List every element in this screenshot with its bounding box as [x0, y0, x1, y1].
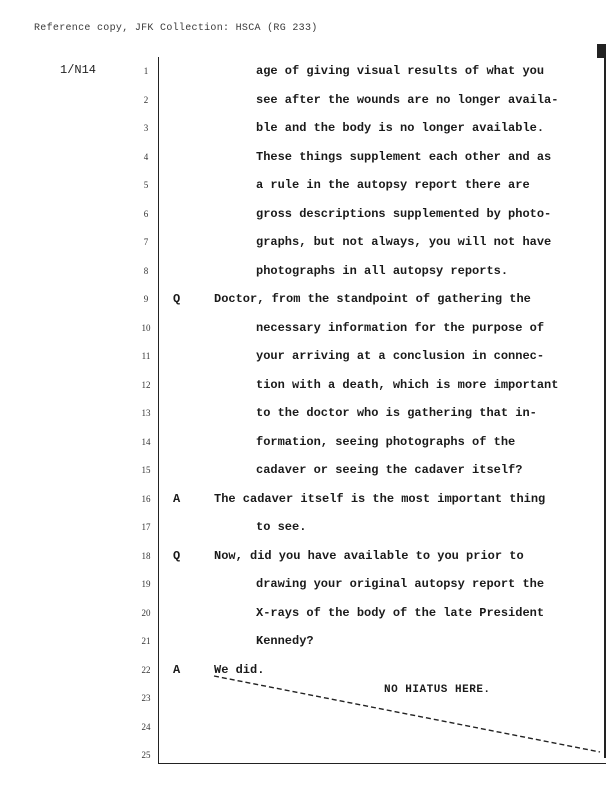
line-text: age of giving visual results of what you — [256, 64, 545, 78]
line-number: 15 — [141, 465, 151, 475]
line-number: 17 — [141, 522, 151, 532]
line-number: 16 — [141, 493, 151, 504]
line-number: 12 — [141, 379, 151, 390]
line-text: Doctor, from the standpoint of gathering the — [214, 292, 531, 306]
line-text: a rule in the autopsy report there are — [256, 178, 530, 192]
line-number: 7 — [143, 237, 149, 247]
speaker-label: A — [173, 491, 181, 506]
line-text: to the doctor who is gathering that in- — [256, 406, 537, 420]
page-id: 1/N14 — [60, 63, 97, 77]
line-number: 10 — [141, 322, 151, 333]
line-text: We did. — [214, 662, 265, 677]
line-number: 25 — [141, 750, 151, 760]
line-number: 22 — [141, 664, 151, 675]
line-text: gross descriptions supplemented by photo- — [256, 206, 552, 221]
line-text: drawing your original autopsy report the — [256, 577, 545, 591]
line-text: see after the wounds are no longer availa- — [256, 92, 559, 107]
line-text: X-rays of the body of the late President — [256, 605, 545, 620]
line-number: 24 — [141, 721, 151, 732]
line-number: 9 — [143, 294, 149, 304]
line-text: tion with a death, which is more important — [256, 377, 559, 392]
line-text: formation, seeing photographs of the — [256, 434, 516, 449]
line-number: 13 — [141, 408, 151, 418]
line-text: necessary information for the purpose of — [256, 320, 545, 335]
line-text: cadaver or seeing the cadaver itself? — [256, 463, 523, 477]
line-number: 23 — [141, 693, 151, 703]
line-text: graphs, but not always, you will not have — [256, 235, 552, 249]
speaker-label: Q — [173, 548, 181, 563]
speaker-label: Q — [173, 292, 181, 306]
line-number: 11 — [141, 351, 151, 361]
line-number: 1 — [143, 66, 149, 76]
line-number: 2 — [143, 94, 149, 105]
line-number: 4 — [143, 151, 149, 162]
line-text: The cadaver itself is the most important thing — [214, 491, 546, 506]
line-text: photographs in all autopsy reports. — [256, 263, 509, 278]
line-number: 8 — [143, 265, 149, 276]
line-number: 14 — [141, 436, 151, 447]
line-number: 19 — [141, 579, 151, 589]
speaker-label: A — [173, 662, 181, 677]
line-text: Kennedy? — [256, 634, 314, 648]
line-text: Now, did you have available to you prior to — [214, 548, 524, 563]
line-text: your arriving at a conclusion in connec- — [256, 349, 545, 363]
reference-header: Reference copy, JFK Collection: HSCA (RG 233) — [34, 23, 318, 34]
line-number: 18 — [141, 550, 151, 561]
line-number: 6 — [143, 208, 149, 219]
line-number: 5 — [143, 180, 149, 190]
line-number: 3 — [143, 123, 149, 133]
line-text: ble and the body is no longer available. — [256, 121, 545, 135]
line-number: 20 — [141, 607, 151, 618]
line-text: These things supplement each other and as — [256, 149, 552, 164]
line-text: to see. — [256, 520, 307, 534]
no-hiatus-annotation: NO HIATUS HERE. — [384, 684, 491, 696]
line-number: 21 — [141, 636, 151, 646]
